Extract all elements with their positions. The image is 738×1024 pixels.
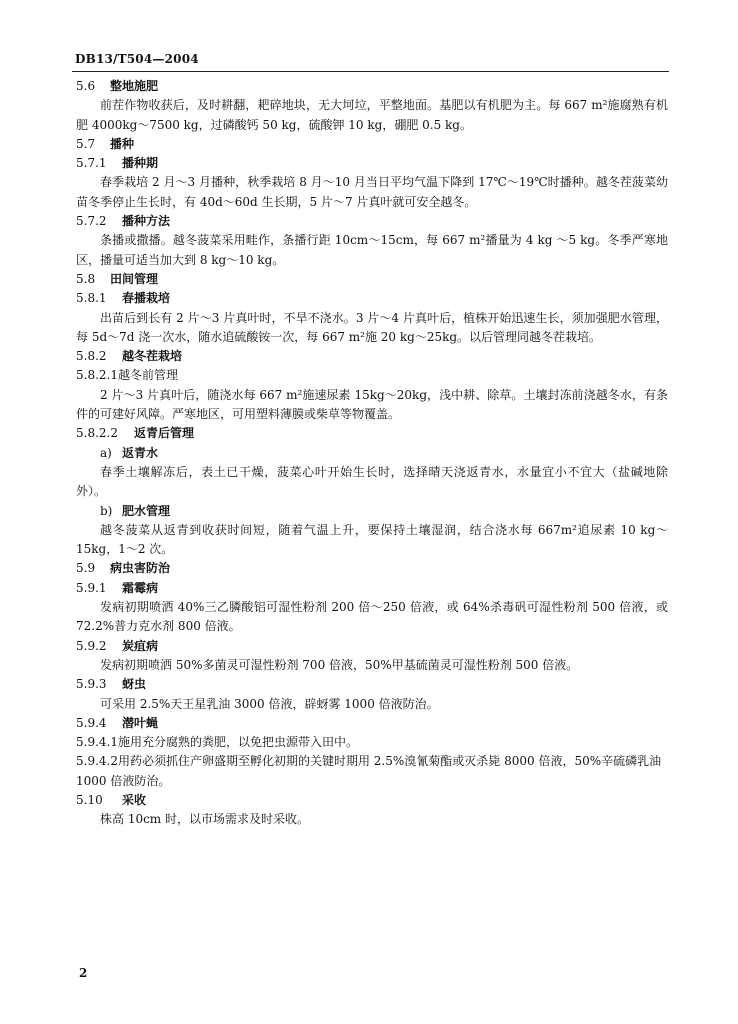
list-label: b) — [100, 503, 113, 518]
section-number: 5.7.1 — [76, 156, 107, 171]
section-title: 返青后管理 — [134, 426, 195, 441]
section-title: 蚜虫 — [122, 677, 147, 692]
header-rule — [72, 71, 669, 72]
section-title: 播种 — [110, 136, 135, 151]
body-paragraph: 越冬菠菜从返青到收获时间短，随着气温上升，要保持土壤湿润，结合浇水每 667m²追尿素 10 kg～15kg，1～2 次。 — [76, 522, 668, 557]
list-item — [76, 444, 668, 463]
list-item — [76, 502, 668, 521]
section-heading — [76, 579, 668, 598]
section-heading — [76, 154, 668, 173]
list-title: 返青水 — [122, 445, 159, 460]
section-title: 播种方法 — [122, 214, 171, 229]
document-header-id: DB13/T504—2004 — [75, 52, 199, 66]
section-title: 霜霉病 — [122, 580, 159, 595]
section-title: 整地施肥 — [110, 79, 159, 93]
section-number: 5.8.2.1 — [76, 368, 118, 383]
section-number: 5.8.2.2 — [76, 426, 118, 441]
section-number: 5.9.4.1 — [76, 735, 118, 750]
section-number: 5.9 — [76, 561, 96, 576]
section-number: 5.6 — [76, 79, 96, 93]
section-number: 5.9.2 — [76, 638, 107, 653]
section-title: 用药必须抓住产卵盛期至孵化初期的关键时期用 2.5%溴氰菊酯或灭杀毙 8000 倍液，50%辛硫磷乳油 1000 倍液防治。 — [76, 754, 662, 788]
section-heading — [76, 424, 668, 443]
body-paragraph: 发病初期喷洒 40%三乙膦酸铝可湿性粉剂 200 倍～250 倍液，或 64%杀毒矾可湿性粉剂 500 倍液，或 72.2%普力克水剂 800 倍液。 — [76, 600, 668, 634]
section-heading — [76, 791, 668, 810]
section-title: 田间管理 — [110, 271, 159, 286]
section-title: 施用充分腐熟的粪肥，以免把虫源带入田中。 — [117, 735, 358, 750]
section-heading — [76, 270, 668, 289]
body-paragraph: 出苗后到长有 2 片～3 片真叶时，不旱不浇水。3 片～4 片真叶后，植株开始迅速生长，须加强肥水管理，每 5d～7d 浇一次水，随水追硫酸铵一次，每 667 m²施 20 kg～25kg。以后管理同越冬茬栽培。 — [76, 310, 668, 344]
section-number: 5.9.4 — [76, 715, 107, 730]
section-heading — [76, 366, 668, 385]
section-title: 炭疽病 — [122, 638, 159, 653]
list-label: a) — [100, 445, 112, 460]
section-title: 采收 — [122, 792, 147, 807]
body-paragraph: 发病初期喷洒 50%多菌灵可湿性粉剂 700 倍液，50%甲基硫菌灵可湿性粉剂 500 倍液。 — [100, 657, 579, 672]
section-heading — [76, 135, 668, 154]
list-title: 肥水管理 — [122, 503, 171, 518]
section-number: 5.9.4.2 — [76, 754, 118, 769]
body-paragraph: 前茬作物收获后，及时耕翻，耙碎地块，无大坷垃，平整地面。基肥以有机肥为主。每 667 m²施腐熟有机肥 4000kg～7500 kg，过磷酸钙 50 kg，硫酸钾 10 kg，硼肥 0.5 kg。 — [76, 98, 668, 132]
section-number: 5.9.3 — [76, 677, 107, 692]
section-heading — [76, 714, 668, 733]
section-number: 5.8.2 — [76, 349, 107, 364]
section-heading — [76, 347, 668, 366]
section-title: 春播栽培 — [122, 291, 171, 306]
body-paragraph: 株高 10cm 时，以市场需求及时采收。 — [100, 812, 309, 827]
section-heading — [76, 675, 668, 694]
section-heading — [76, 733, 668, 752]
document-body — [76, 77, 668, 830]
section-number: 5.7 — [76, 136, 96, 151]
section-heading — [76, 637, 668, 656]
section-heading — [76, 559, 668, 578]
section-number: 5.8.1 — [76, 291, 107, 306]
section-heading — [76, 212, 668, 231]
body-paragraph: 条播或撒播。越冬菠菜采用畦作，条播行距 10cm～15cm，每 667 m²播量为 4 kg ～5 kg。冬季严寒地区，播量可适当加大到 8 kg～10 kg。 — [76, 233, 668, 267]
section-title: 潜叶蝇 — [122, 715, 159, 730]
body-paragraph: 可采用 2.5%天王星乳油 3000 倍液，辟蚜雾 1000 倍液防治。 — [100, 696, 439, 711]
body-paragraph: 春季土壤解冻后，表土已干燥，菠菜心叶开始生长时，选择晴天浇返青水，水量宜小不宜大（盐碱地除外）。 — [76, 464, 668, 499]
body-paragraph: 春季栽培 2 月～3 月播种，秋季栽培 8 月～10 月当日平均气温下降到 17℃～19℃时播种。越冬茬菠菜幼苗冬季停止生长时，有 40d～60d 生长期，5 片～7 片真叶就可安全越冬。 — [76, 175, 668, 209]
section-heading — [76, 752, 668, 791]
section-number: 5.9.1 — [76, 580, 107, 595]
page-number: 2 — [79, 966, 88, 980]
section-heading — [76, 289, 668, 308]
section-title: 病虫害防治 — [110, 561, 171, 576]
section-title: 越冬前管理 — [117, 368, 178, 383]
section-heading — [76, 77, 668, 96]
section-number: 5.10 — [76, 792, 103, 807]
section-number: 5.8 — [76, 271, 96, 286]
section-title: 越冬茬栽培 — [122, 349, 183, 364]
section-number: 5.7.2 — [76, 214, 107, 229]
body-paragraph: 2 片～3 片真叶后，随浇水每 667 m²施速尿素 15kg～20kg，浅中耕、除草。土壤封冻前浇越冬水，有条件的可建好风障。严寒地区，可用塑料薄膜或柴草等物覆盖。 — [76, 387, 668, 422]
section-title: 播种期 — [122, 156, 159, 171]
